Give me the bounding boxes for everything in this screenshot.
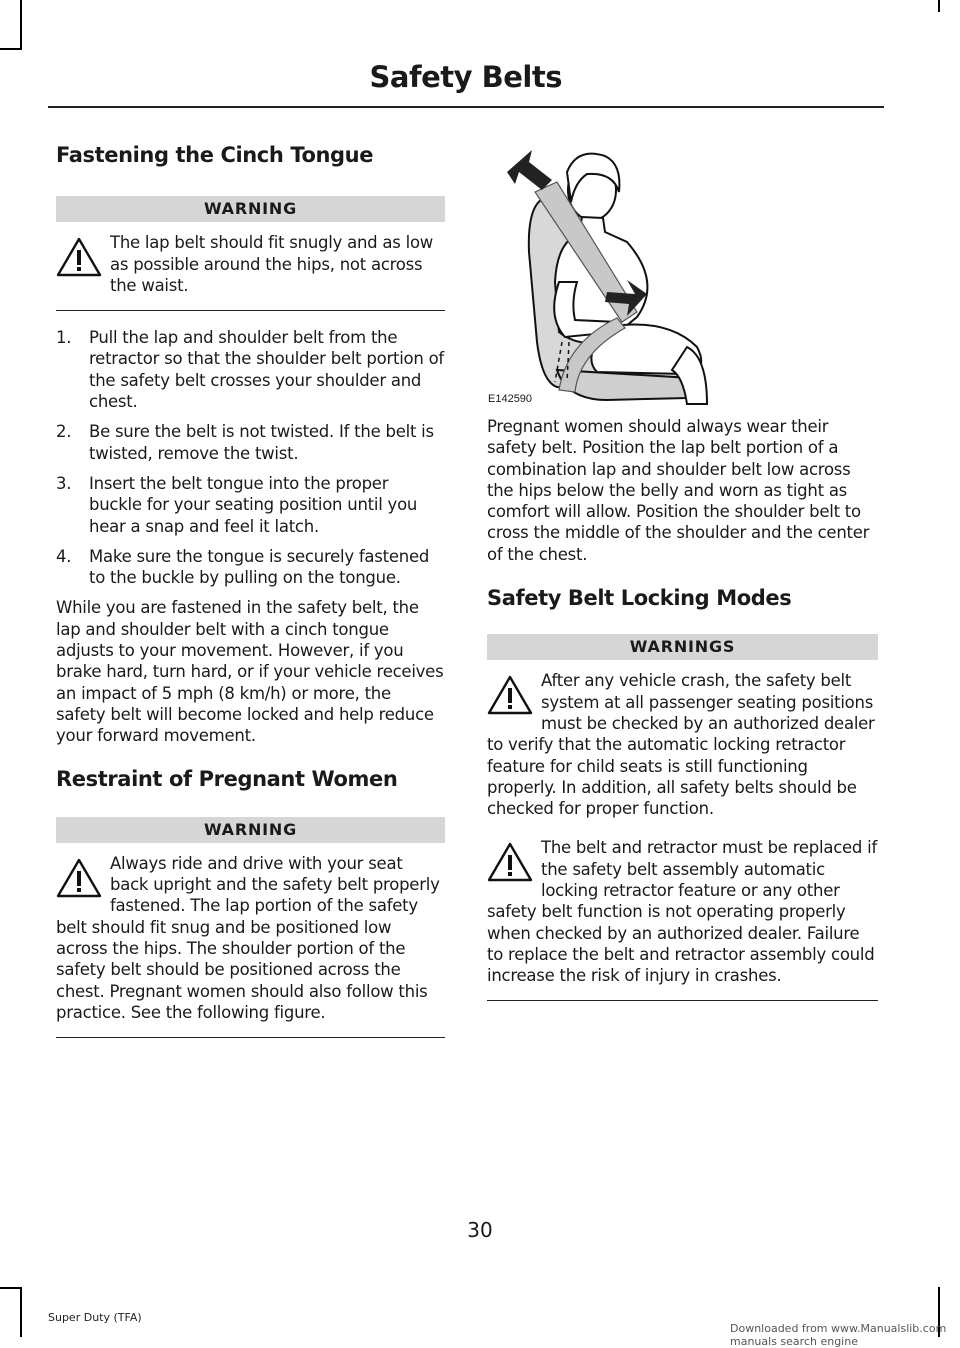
- warning-block: [487, 837, 878, 986]
- list-item: 3. Insert the belt tongue into the proper buckle for your seating position until you hear a snap and feel it latch.: [56, 473, 418, 536]
- list-item: 4. Make sure the tongue is securely fastened to the buckle by pulling on the tongue.: [56, 546, 430, 588]
- crop-mark: [0, 48, 20, 50]
- warning-label: WARNING: [56, 817, 445, 843]
- warning-label: WARNING: [56, 196, 445, 222]
- warning-triangle-icon: [487, 674, 533, 716]
- page-title: Safety Belts: [369, 60, 562, 94]
- warning-triangle-icon: [56, 236, 102, 278]
- warnings-label: WARNINGS: [487, 634, 878, 660]
- right-column: [487, 142, 878, 1001]
- crop-mark: [938, 0, 940, 12]
- figure-id: E142590: [488, 393, 533, 405]
- warning-triangle-icon: [487, 841, 533, 883]
- warning-divider: [487, 1000, 878, 1001]
- header-divider: [48, 106, 884, 108]
- pregnant-woman-seatbelt-figure: [487, 142, 712, 405]
- steps-list: [56, 327, 445, 588]
- warning-divider: [56, 310, 445, 311]
- crop-mark: [20, 1287, 22, 1337]
- warning-triangle-icon: [56, 857, 102, 899]
- warning-block: [56, 232, 445, 296]
- body-paragraph: Pregnant women should always wear their safety belt. Position the lap belt portion of a combination lap and shoulder belt low across the hips below the belly and worn as tight as comfort will allow. Position the shoulder belt to cross the middle of the shoulder and the center of the chest.: [487, 417, 870, 564]
- model-label: Super Duty (TFA): [48, 1311, 142, 1324]
- warning-divider: [56, 1037, 445, 1038]
- warning-text: The belt and retractor must be replaced if the safety belt assembly automatic locking retractor feature or any other safety belt function is not operating properly when checked by an authorized dealer. Failure to replace the belt and retractor assembly could increase the risk of injury in crashes.: [487, 838, 878, 986]
- list-item: 1. Pull the lap and shoulder belt from the retractor so that the shoulder belt portion of the safety belt crosses your shoulder and chest.: [56, 328, 444, 412]
- warning-block: [487, 670, 878, 819]
- warning-text: After any vehicle crash, the safety belt system at all passenger seating positions must be checked by an authorized dealer to verify that the automatic locking retractor feature for child seats is still functioning properly. In addition, all safety belts should be checked for proper function.: [487, 671, 875, 819]
- page-number: 30: [467, 1218, 493, 1242]
- warning-block: [56, 853, 445, 1023]
- seated-woman-illustration: [487, 142, 712, 405]
- crop-mark: [0, 1287, 20, 1289]
- watermark: Downloaded from www.Manualslib.com manuals search engine: [730, 1322, 947, 1348]
- section-title-locking-modes: Safety Belt Locking Modes: [487, 586, 792, 611]
- warning-text: Always ride and drive with your seat back upright and the safety belt properly fastened. The lap portion of the safety belt should fit snug and be positioned low across the hips. The shoulder portion of the safety belt should be positioned across the chest. Pregnant women should also follow this practice. See the following figure.: [56, 853, 440, 1022]
- warning-text: The lap belt should fit snugly and as low as possible around the hips, not across the waist.: [110, 233, 434, 295]
- section-title-pregnant-women: Restraint of Pregnant Women: [56, 767, 398, 792]
- crop-mark: [20, 0, 22, 50]
- list-item: 2. Be sure the belt is not twisted. If the belt is twisted, remove the twist.: [56, 422, 434, 463]
- body-paragraph: While you are fastened in the safety belt, the lap and shoulder belt with a cinch tongue adjusts to your movement. However, if you brake hard, turn hard, or if your vehicle receives an impact of 5 mph (8 km/h) or more, the safety belt will become locked and help reduce your forward movement.: [56, 598, 444, 746]
- section-title-cinch-tongue: Fastening the Cinch Tongue: [56, 143, 374, 167]
- left-column: [56, 142, 445, 1038]
